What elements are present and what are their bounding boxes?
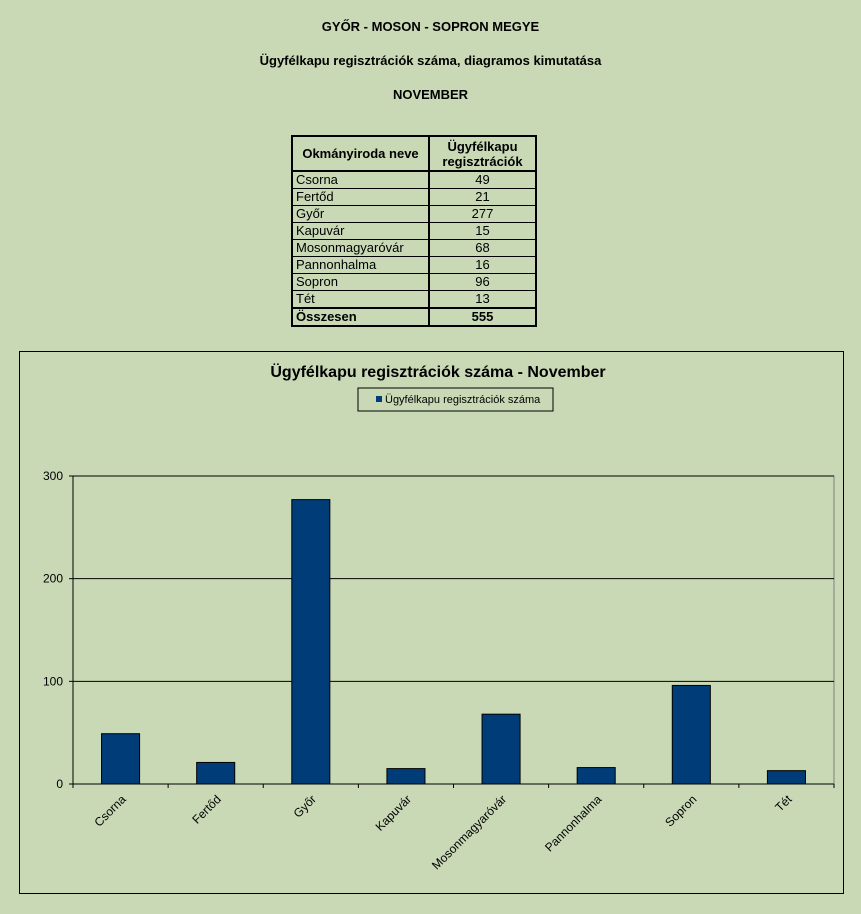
bar-tét (767, 771, 805, 784)
table-body (292, 171, 536, 308)
x-category-label: Tét (772, 792, 795, 815)
col-registrations-header-line2: regisztrációk (442, 153, 523, 169)
col-registrations-header-line1: Ügyfélkapu (447, 138, 518, 154)
plot-area (43, 469, 834, 872)
office-name-cell: Mosonmagyaróvár (292, 240, 429, 257)
table-row (292, 171, 536, 189)
legend (358, 388, 553, 411)
bar-győr (292, 500, 330, 784)
table-row (292, 291, 536, 309)
bar-mosonmagyaróvár (482, 714, 520, 784)
office-name-cell: Győr (292, 206, 429, 223)
registration-table (291, 135, 537, 327)
office-name-cell: Csorna (292, 171, 429, 189)
x-category-label: Kapuvár (372, 792, 415, 834)
office-name-cell: Kapuvár (292, 223, 429, 240)
col-registrations-header (429, 136, 536, 171)
legend-label: Ügyfélkapu regisztrációk száma (385, 394, 541, 406)
bar-sopron (672, 685, 710, 784)
x-category-label: Pannonhalma (542, 792, 605, 855)
x-category-label: Sopron (662, 792, 700, 830)
registrations-cell: 277 (429, 206, 536, 223)
registrations-cell: 68 (429, 240, 536, 257)
y-tick-label: 200 (42, 571, 63, 586)
bar-csorna (102, 734, 140, 784)
x-category-label: Csorna (91, 792, 129, 830)
table-row (292, 274, 536, 291)
col-office-name-header: Okmányiroda neve (292, 136, 429, 171)
bar-chart (20, 352, 843, 893)
registrations-cell: 21 (429, 189, 536, 206)
report-subtitle: Ügyfélkapu regisztrációk száma, diagramos kimutatása (259, 53, 602, 68)
y-tick-label: 100 (42, 674, 63, 689)
table-row (292, 257, 536, 274)
total-value: 555 (429, 308, 536, 326)
bar-fertőd (197, 762, 235, 784)
x-category-label: Mosonmagyaróvár (429, 792, 510, 873)
county-heading: GYŐR - MOSON - SOPRON MEGYE (321, 19, 540, 34)
y-tick-label: 0 (56, 777, 63, 791)
month-heading: NOVEMBER (392, 87, 469, 102)
table-row (292, 223, 536, 240)
bar-pannonhalma (577, 768, 615, 784)
y-tick-label: 300 (42, 469, 63, 483)
table-total-row (292, 308, 536, 326)
table-row (292, 189, 536, 206)
registrations-cell: 49 (429, 171, 536, 189)
x-category-label: Győr (290, 792, 319, 821)
table-row (292, 240, 536, 257)
table-header-row (292, 136, 536, 171)
bar-kapuvár (387, 769, 425, 784)
registrations-cell: 96 (429, 274, 536, 291)
registrations-cell: 15 (429, 223, 536, 240)
office-name-cell: Pannonhalma (292, 257, 429, 274)
office-name-cell: Sopron (292, 274, 429, 291)
x-category-label: Fertőd (189, 792, 224, 827)
legend-swatch (376, 396, 382, 402)
registrations-cell: 16 (429, 257, 536, 274)
plot-border (73, 476, 834, 784)
office-name-cell: Fertőd (292, 189, 429, 206)
table-row (292, 206, 536, 223)
office-name-cell: Tét (292, 291, 429, 309)
registrations-cell: 13 (429, 291, 536, 309)
chart-title: Ügyfélkapu regisztrációk száma - November (270, 364, 606, 381)
chart-area (19, 351, 844, 894)
total-label: Összesen (292, 308, 429, 326)
